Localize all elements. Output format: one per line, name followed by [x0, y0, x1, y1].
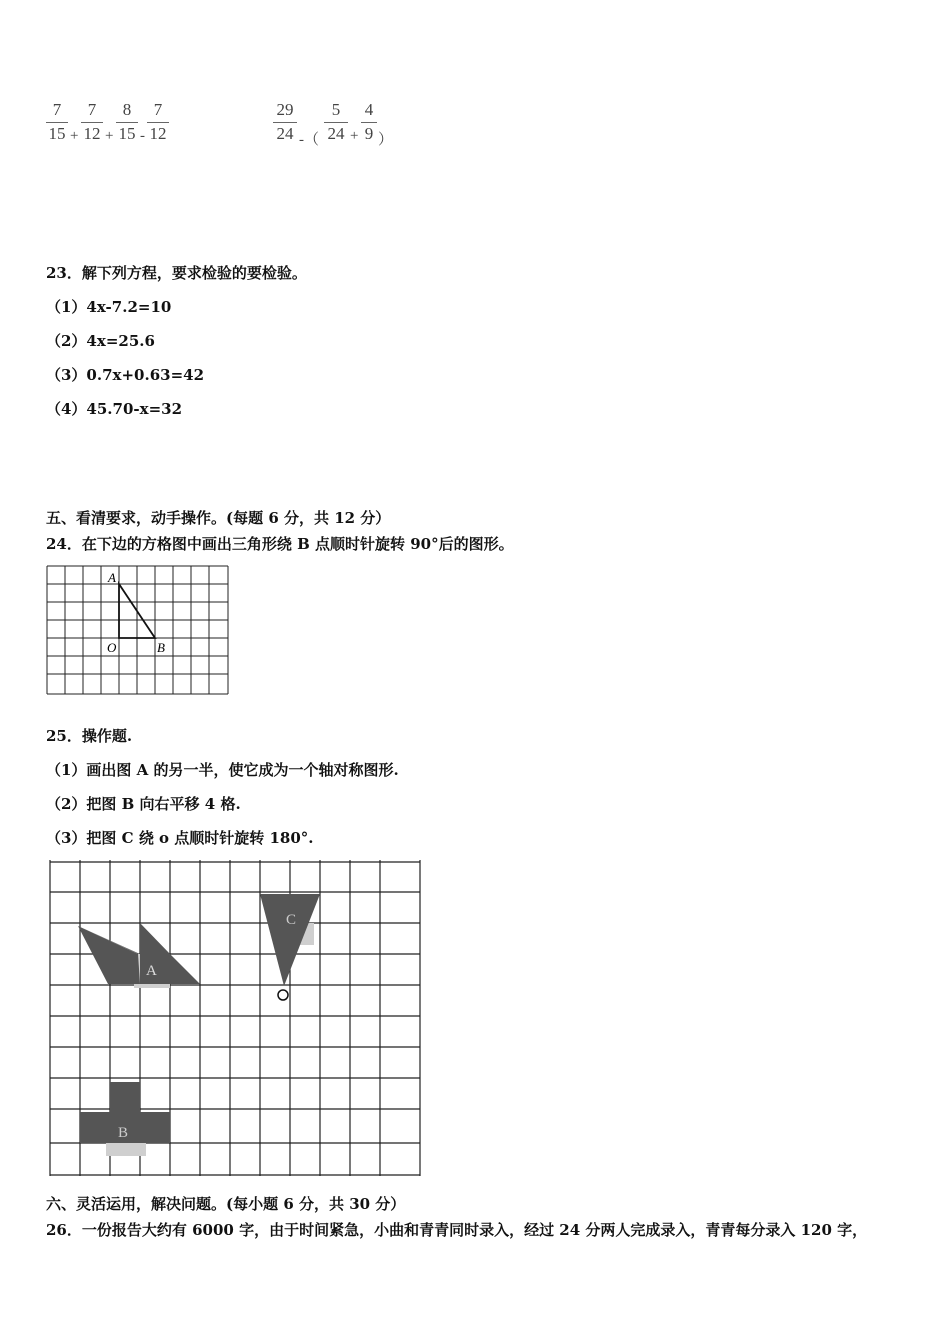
q23-item: （2）4x=25.6: [46, 332, 155, 350]
label-b: B: [118, 1125, 129, 1141]
point-o: [278, 990, 288, 1000]
fraction: 7 12: [81, 101, 103, 143]
operator: -（: [299, 132, 319, 148]
operator: +: [350, 128, 359, 144]
section-heading: 六、灵活运用，解决问题。(每小题 6 分，共 30 分）: [46, 1195, 406, 1213]
label-c: C: [286, 912, 297, 928]
fraction: 7 15: [46, 101, 68, 143]
section-heading: 五、看清要求，动手操作。(每题 6 分，共 12 分）: [46, 509, 391, 527]
fraction: 4 9: [361, 101, 377, 143]
label-b: B: [157, 640, 165, 655]
fraction: 5 24: [324, 101, 348, 143]
shape-a: [78, 923, 200, 988]
q24-grid-figure: [46, 564, 232, 696]
q25-item: （3）把图 C 绕 o 点顺时针旋转 180°.: [46, 829, 314, 847]
operator: +: [105, 128, 114, 144]
label-o: O: [107, 640, 117, 655]
q23-item: （3）0.7x+0.63=42: [46, 366, 205, 384]
shape-b: [80, 1082, 170, 1156]
q25-grid-figure: [48, 858, 424, 1180]
fraction: 29 24: [273, 101, 297, 143]
grid-lines: [47, 566, 228, 694]
q25-item: （1）画出图 A 的另一半，使它成为一个轴对称图形.: [46, 761, 399, 779]
q26-text: 26．一份报告大约有 6000 字，由于时间紧急，小曲和青青同时录入，经过 24 分两人完成录入，青青每分录入 120 字，: [46, 1221, 868, 1239]
operator: -: [140, 128, 145, 144]
label-a: A: [146, 963, 157, 979]
fraction: 7 12: [147, 101, 169, 143]
q25-title: 25．操作题.: [46, 727, 133, 745]
q24-title: 24．在下边的方格图中画出三角形绕 B 点顺时针旋转 90°后的图形。: [46, 535, 514, 553]
label-a: A: [108, 570, 116, 585]
q23-item: （4）45.70-x=32: [46, 400, 183, 418]
q25-item: （2）把图 B 向右平移 4 格.: [46, 795, 241, 813]
operator: ）: [378, 132, 394, 148]
fraction: 8 15: [116, 101, 138, 143]
q23-item: （1）4x-7.2=10: [46, 298, 172, 316]
operator: +: [70, 128, 79, 144]
q23-title: 23．解下列方程，要求检验的要检验。: [46, 264, 307, 282]
